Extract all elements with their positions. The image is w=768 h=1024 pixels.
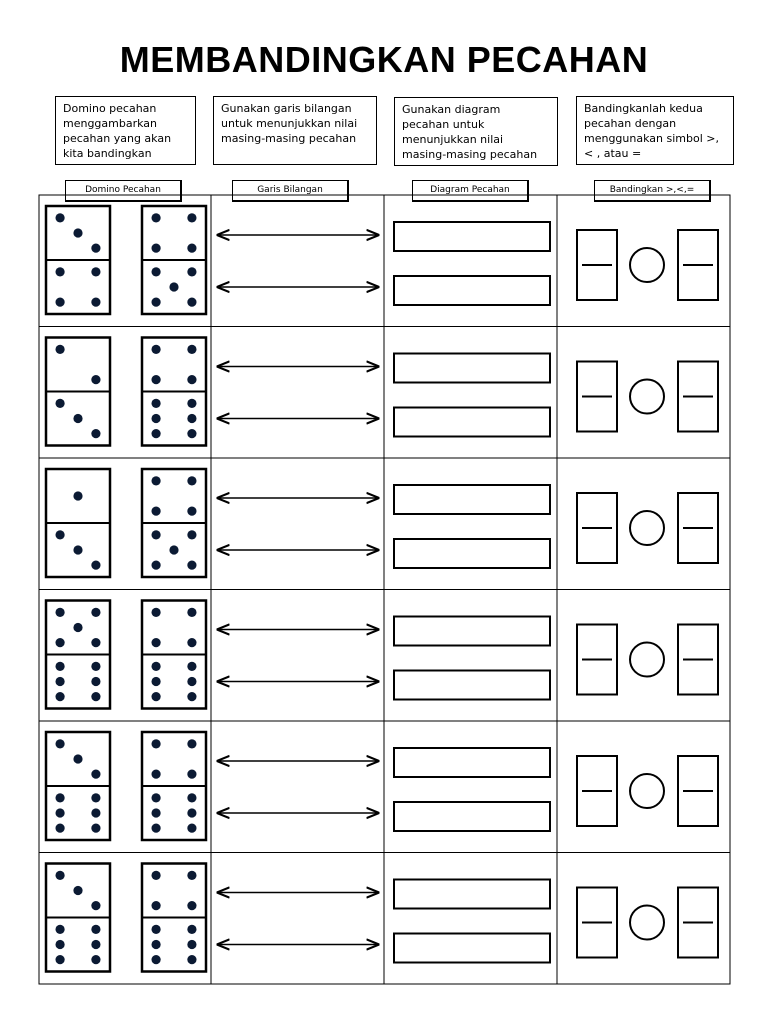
domino-pip (55, 638, 64, 647)
instruction-number-line: Gunakan garis bilangan untuk menunjukkan nilai masing-masing pecahan (213, 96, 377, 165)
comparison-symbol-circle (630, 248, 664, 282)
domino-pip (55, 925, 64, 934)
domino-pip (91, 375, 100, 384)
domino-top-pips (73, 491, 82, 500)
domino-pip (55, 530, 64, 539)
domino-pip (55, 692, 64, 701)
domino-right (142, 469, 206, 577)
domino-pip (187, 213, 196, 222)
domino-pip (55, 955, 64, 964)
instruction-compare: Bandingkanlah kedua pecahan dengan menggunakan simbol >, < , atau = (576, 96, 734, 165)
domino-left (46, 601, 110, 709)
domino-pip (187, 824, 196, 833)
table-row (218, 748, 718, 831)
domino-pip (151, 298, 160, 307)
fraction-diagram-box (394, 276, 550, 305)
domino-pip (187, 345, 196, 354)
domino-left (46, 732, 110, 840)
domino-pip (151, 901, 160, 910)
table-row (218, 485, 718, 568)
fraction-diagram-box (394, 539, 550, 568)
domino-pip (73, 623, 82, 632)
domino-pip (55, 608, 64, 617)
domino-left (46, 338, 110, 446)
header-domino-pecahan: Domino Pecahan (65, 180, 182, 202)
domino-pip (151, 345, 160, 354)
domino-pip (151, 955, 160, 964)
domino-pip (91, 770, 100, 779)
domino-pip (151, 871, 160, 880)
domino-pip (187, 267, 196, 276)
domino-pip (187, 476, 196, 485)
domino-pip (151, 692, 160, 701)
domino-pip (187, 414, 196, 423)
comparison-symbol-circle (630, 380, 664, 414)
fraction-diagram-box (394, 671, 550, 700)
domino-pip (187, 677, 196, 686)
fraction-diagram-box (394, 617, 550, 646)
domino-pip (187, 770, 196, 779)
domino-pip (91, 638, 100, 647)
domino-pip (55, 808, 64, 817)
domino-pip (91, 925, 100, 934)
domino-pip (91, 955, 100, 964)
domino-pip (73, 414, 82, 423)
domino-pip (151, 530, 160, 539)
domino-pip (151, 770, 160, 779)
domino-pip (91, 267, 100, 276)
domino-pip (187, 808, 196, 817)
table-row (218, 354, 718, 437)
fraction-diagram-box (394, 802, 550, 831)
domino-pip (187, 901, 196, 910)
domino-pip (151, 925, 160, 934)
domino-pip (151, 414, 160, 423)
domino-pip (169, 282, 178, 291)
comparison-symbol-circle (630, 774, 664, 808)
fraction-diagram-box (394, 485, 550, 514)
domino-pip (187, 662, 196, 671)
domino-pip (73, 491, 82, 500)
table-row (218, 222, 718, 305)
instruction-fraction-diagram: Gunakan diagram pecahan untuk menunjukkan nilai masing-masing pecahan (394, 97, 558, 166)
page-title: MEMBANDINGKAN PECAHAN (119, 39, 649, 80)
fraction-diagram-box (394, 222, 550, 251)
domino-pip (187, 955, 196, 964)
fraction-diagram-box (394, 880, 550, 909)
domino-pip (91, 793, 100, 802)
domino-pip (187, 608, 196, 617)
domino-right (142, 601, 206, 709)
domino-pip (187, 298, 196, 307)
comparison-symbol-circle (630, 511, 664, 545)
fraction-diagram-box (394, 748, 550, 777)
domino-pip (55, 940, 64, 949)
domino-pip (91, 608, 100, 617)
domino-left (46, 206, 110, 314)
domino-pip (91, 429, 100, 438)
domino-pip (151, 824, 160, 833)
domino-left (46, 469, 110, 577)
domino-pip (55, 213, 64, 222)
domino-right (142, 732, 206, 840)
comparison-symbol-circle (630, 906, 664, 940)
domino-pip (187, 507, 196, 516)
domino-pip (151, 662, 160, 671)
domino-pip (151, 213, 160, 222)
domino-pip (91, 940, 100, 949)
domino-pip (55, 267, 64, 276)
domino-pip (187, 638, 196, 647)
domino-pip (55, 677, 64, 686)
domino-pip (187, 692, 196, 701)
domino-pip (151, 739, 160, 748)
domino-pip (187, 244, 196, 253)
domino-pip (55, 662, 64, 671)
header-bandingkan: Bandingkan >,<,= (594, 180, 711, 202)
table-row (218, 880, 718, 963)
domino-pip (55, 793, 64, 802)
domino-pip (151, 476, 160, 485)
domino-pip (187, 793, 196, 802)
domino-pip (151, 375, 160, 384)
comparison-symbol-circle (630, 643, 664, 677)
domino-pip (151, 608, 160, 617)
header-garis-bilangan: Garis Bilangan (232, 180, 349, 202)
domino-pip (91, 561, 100, 570)
domino-pip (151, 399, 160, 408)
domino-pip (151, 677, 160, 686)
domino-pip (55, 399, 64, 408)
domino-pip (91, 808, 100, 817)
domino-right (142, 338, 206, 446)
fraction-diagram-box (394, 408, 550, 437)
domino-pip (73, 228, 82, 237)
domino-pip (187, 399, 196, 408)
domino-pip (151, 940, 160, 949)
domino-pip (91, 901, 100, 910)
domino-pip (151, 561, 160, 570)
domino-right (142, 206, 206, 314)
header-diagram-pecahan: Diagram Pecahan (412, 180, 529, 202)
domino-pip (187, 739, 196, 748)
domino-pip (91, 244, 100, 253)
domino-pip (91, 824, 100, 833)
domino-pip (55, 345, 64, 354)
domino-pip (55, 739, 64, 748)
domino-pip (187, 871, 196, 880)
domino-pip (91, 662, 100, 671)
domino-pip (151, 267, 160, 276)
domino-pip (187, 375, 196, 384)
domino-pip (73, 545, 82, 554)
table-row (218, 617, 718, 700)
domino-pip (151, 244, 160, 253)
domino-pip (55, 871, 64, 880)
domino-pip (91, 677, 100, 686)
fraction-diagram-box (394, 934, 550, 963)
domino-pip (151, 638, 160, 647)
domino-pip (187, 925, 196, 934)
domino-pip (187, 940, 196, 949)
domino-pip (151, 507, 160, 516)
domino-pip (55, 824, 64, 833)
domino-left (46, 864, 110, 972)
domino-pip (187, 429, 196, 438)
domino-pip (169, 545, 178, 554)
domino-pip (91, 692, 100, 701)
instruction-domino: Domino pecahan menggambarkan pecahan yang akan kita bandingkan (55, 96, 196, 165)
domino-pip (151, 429, 160, 438)
domino-pip (187, 561, 196, 570)
domino-pip (187, 530, 196, 539)
domino-pip (151, 793, 160, 802)
domino-pip (55, 298, 64, 307)
domino-pip (151, 808, 160, 817)
domino-right (142, 864, 206, 972)
domino-pip (73, 754, 82, 763)
domino-pip (73, 886, 82, 895)
domino-pip (91, 298, 100, 307)
fraction-diagram-box (394, 354, 550, 383)
